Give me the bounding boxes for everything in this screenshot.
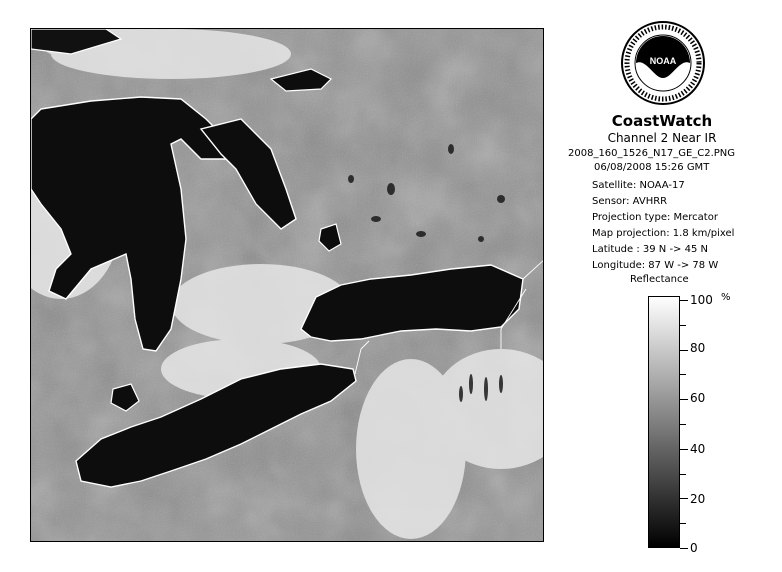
meta-latitude: Latitude : 39 N -> 45 N bbox=[592, 244, 708, 255]
scale-tick bbox=[680, 424, 686, 425]
reflectance-scale-bar bbox=[648, 296, 680, 548]
scale-tick bbox=[680, 498, 688, 499]
scale-label-20: 20 bbox=[690, 492, 706, 506]
satellite-map bbox=[30, 28, 544, 542]
scale-unit: % bbox=[721, 292, 731, 303]
meta-longitude: Longitude: 87 W -> 78 W bbox=[592, 260, 719, 271]
meta-projection-type: Projection type: Mercator bbox=[592, 212, 718, 223]
meta-satellite: Satellite: NOAA-17 bbox=[592, 180, 685, 191]
scale-tick bbox=[680, 548, 688, 549]
product-title: CoastWatch bbox=[611, 112, 713, 130]
scale-label-80: 80 bbox=[690, 341, 706, 355]
scale-label-40: 40 bbox=[690, 442, 706, 456]
scale-tick bbox=[680, 350, 688, 351]
meta-map-projection: Map projection: 1.8 km/pixel bbox=[592, 228, 735, 239]
image-filename: 2008_160_1526_N17_GE_C2.PNG bbox=[568, 148, 736, 159]
scale-tick bbox=[680, 474, 686, 475]
scale-tick bbox=[680, 523, 686, 524]
acquisition-datetime: 06/08/2008 15:26 GMT bbox=[594, 162, 710, 173]
scale-label-60: 60 bbox=[690, 391, 706, 405]
scale-tick bbox=[680, 300, 688, 301]
scale-tick bbox=[680, 399, 688, 400]
noaa-logo-text: NOAA bbox=[649, 56, 677, 66]
scale-tick bbox=[680, 325, 686, 326]
scale-tick bbox=[680, 449, 688, 450]
noaa-logo-icon bbox=[620, 20, 706, 106]
meta-sensor: Sensor: AVHRR bbox=[592, 196, 668, 207]
channel-subtitle: Channel 2 Near IR bbox=[607, 131, 717, 145]
scale-label-100: 100 bbox=[690, 293, 713, 307]
map-image bbox=[31, 29, 544, 542]
scale-tick bbox=[680, 374, 686, 375]
scale-label-0: 0 bbox=[690, 541, 698, 555]
scale-title: Reflectance bbox=[630, 274, 689, 285]
